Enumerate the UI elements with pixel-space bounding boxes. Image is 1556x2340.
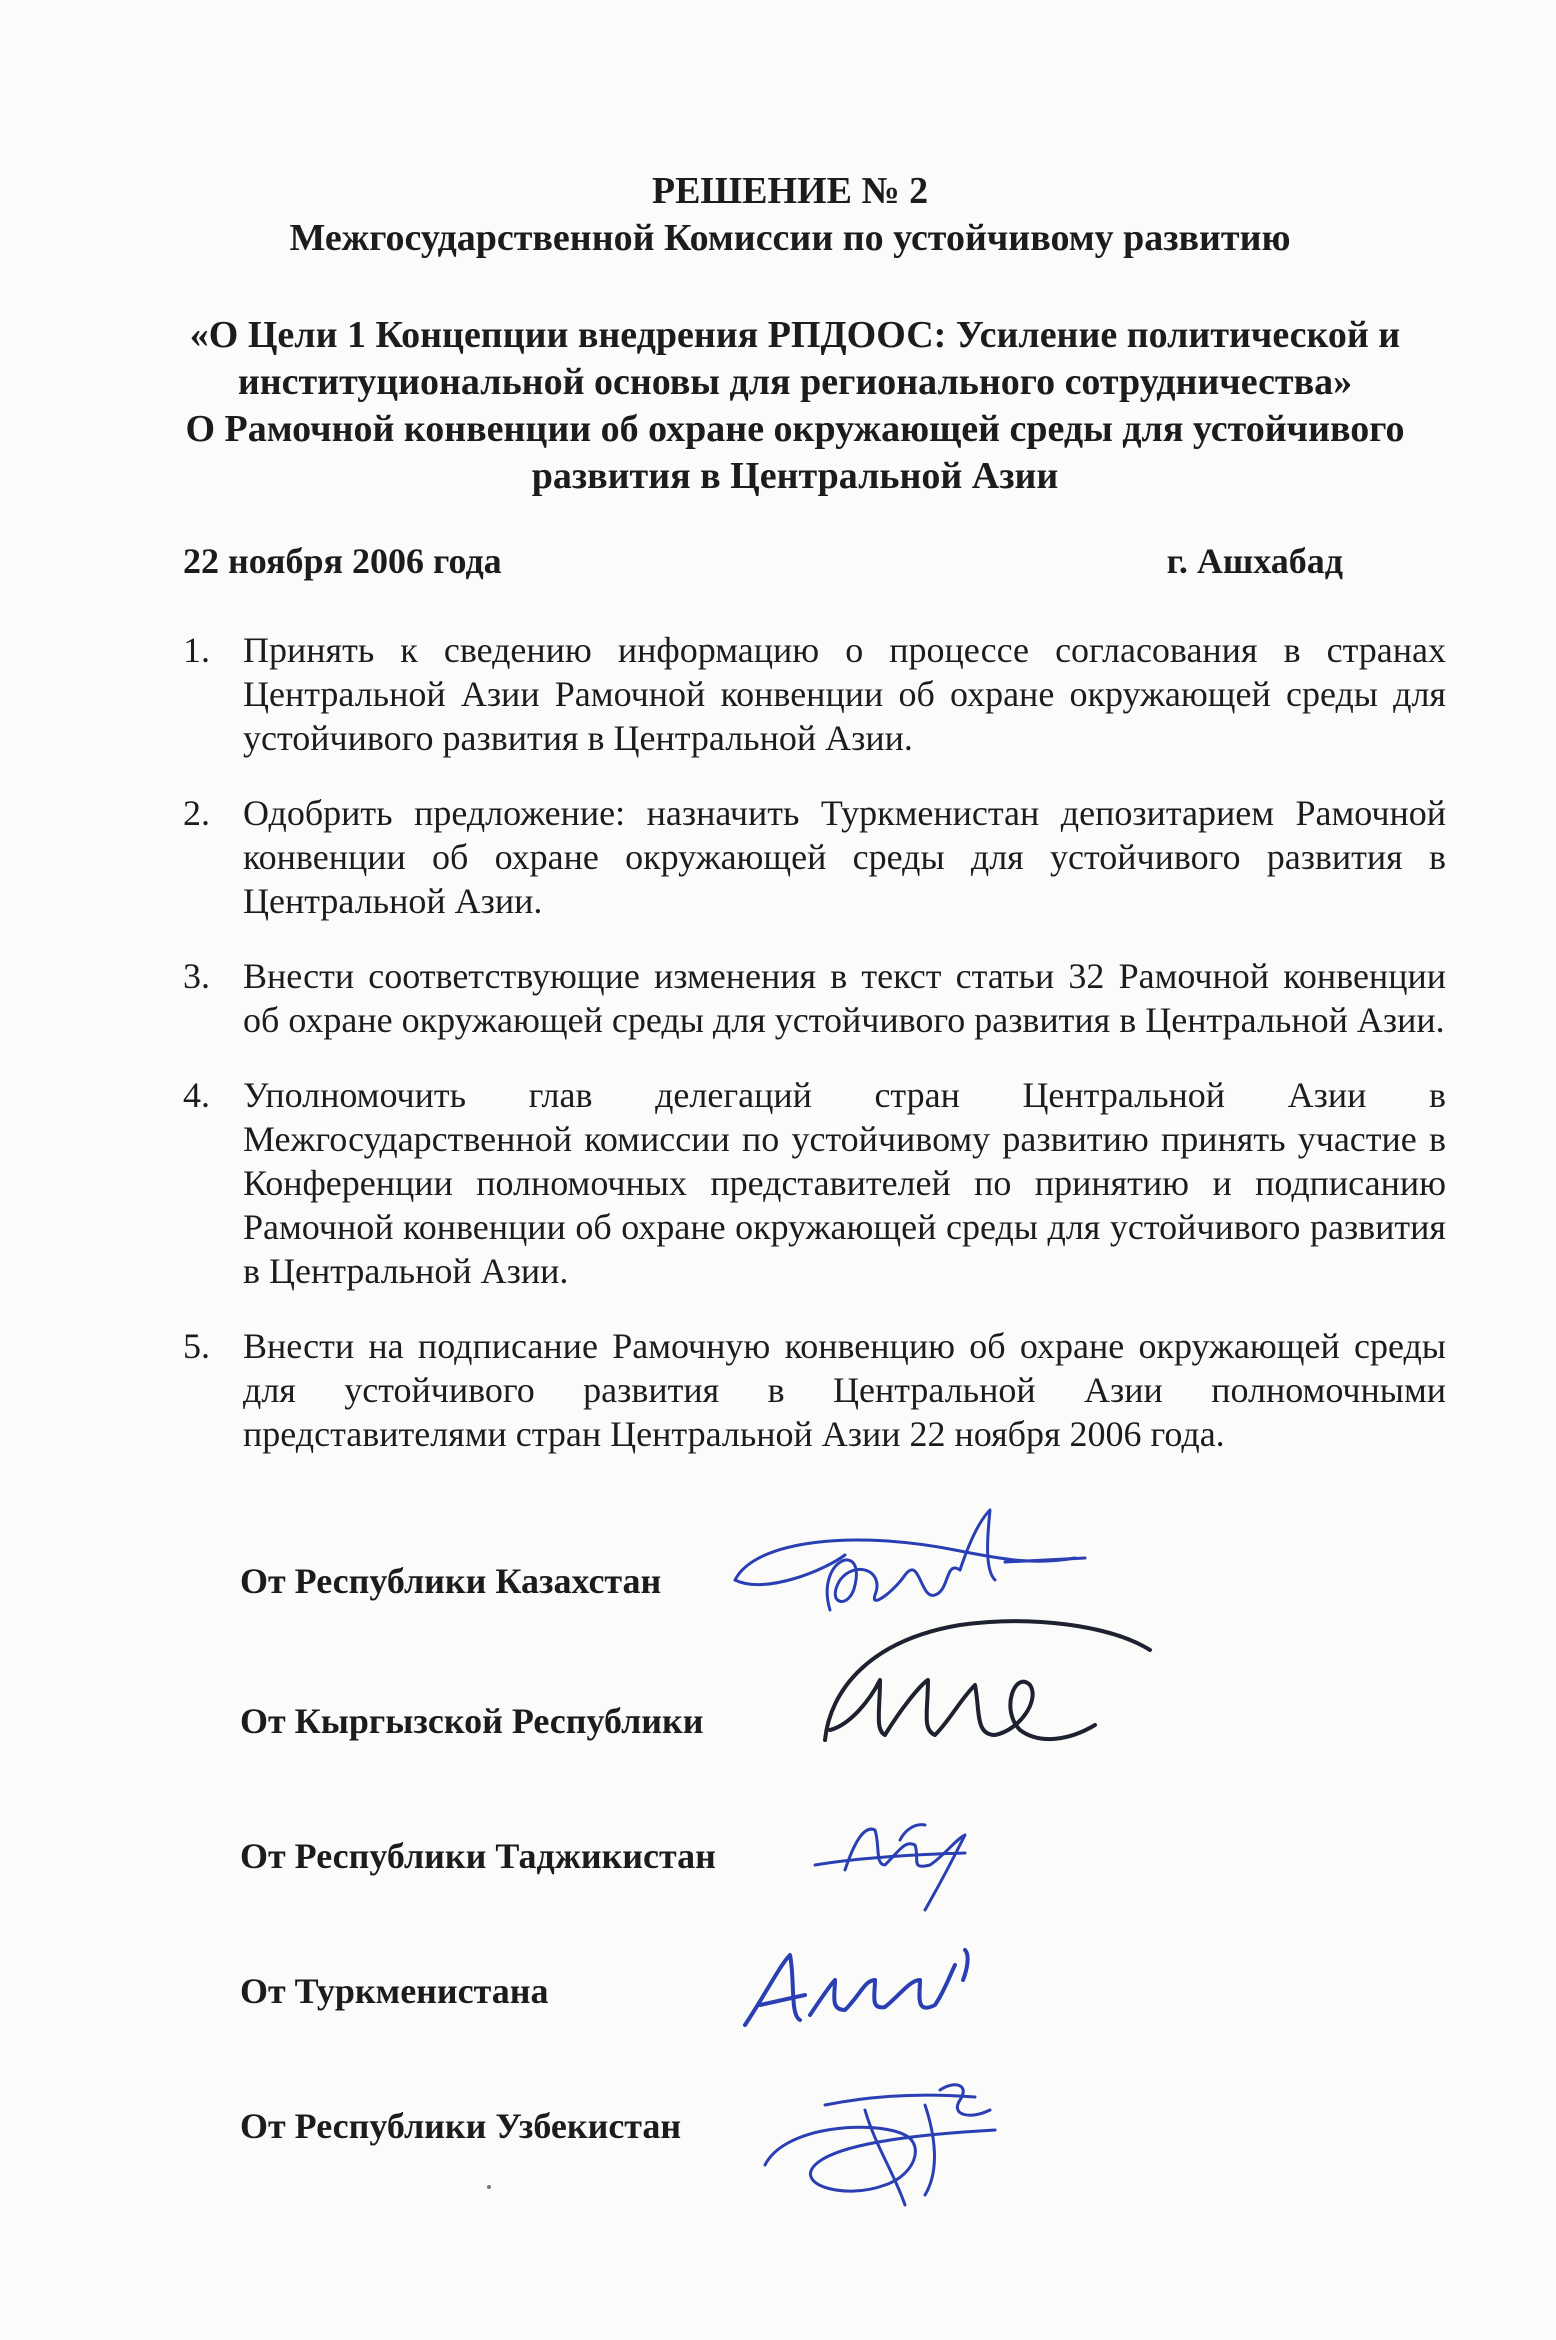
item-number: 3. (183, 956, 210, 996)
signature-uzbekistan (755, 2075, 1035, 2215)
signatory-tajikistan: От Республики Таджикистан (240, 1836, 716, 1876)
decision-item (183, 628, 1446, 760)
signatory-turkmenistan: От Туркменистана (240, 1971, 549, 2011)
signature-turkmenistan (735, 1935, 995, 2045)
item-text: Внести на подписание Рамочную конвенцию об охране окружающей среды для устойчивого развития в Центральной Азии полномочными представителями стран Центральной Азии 22 ноября 2006 года. (243, 1326, 1446, 1454)
item-text: Принять к сведению информацию о процессе согласования в странах Центральной Азии Рамочной конвенции об охране окружающей среды для устойчивого развития в Центральной Азии. (243, 630, 1446, 758)
topic-line: институциональной основы для регионального сотрудничества» (237, 361, 1353, 403)
signatory-kazakhstan: От Республики Казахстан (240, 1561, 662, 1601)
item-number: 4. (183, 1075, 210, 1115)
decision-item (183, 954, 1446, 1042)
decision-date: 22 ноября 2006 года (183, 541, 502, 581)
item-number: 1. (183, 630, 210, 670)
decision-city: г. Ашхабад (1166, 541, 1343, 581)
decision-topic (150, 312, 1440, 500)
signatory-uzbekistan: От Республики Узбекистан (240, 2106, 682, 2146)
decision-item (183, 1324, 1446, 1456)
topic-line: «О Цели 1 Концепции внедрения РПДООС: Усиление политической и (189, 314, 1401, 356)
signatory-kyrgyzstan: От Кыргызской Республики (240, 1701, 704, 1741)
decision-item (183, 1073, 1446, 1293)
signature-kyrgyzstan (810, 1610, 1170, 1760)
item-text: Внести соответствующие изменения в текст статьи 32 Рамочной конвенции об охране окружающей среды для устойчивого развития в Центральной Азии. (243, 956, 1446, 1040)
item-number: 5. (183, 1326, 210, 1366)
item-number: 2. (183, 793, 210, 833)
topic-line: развития в Центральной Азии (531, 455, 1059, 497)
scan-speck (487, 2185, 491, 2189)
document-header (150, 168, 1430, 262)
signature-tajikistan (805, 1815, 995, 1925)
topic-line: О Рамочной конвенции об охране окружающей среды для устойчивого (185, 408, 1405, 450)
item-text: Уполномочить глав делегаций стран Центральной Азии в Межгосударственной комиссии по устойчивому развитию принять участие в Конференции полномочных представителей по принятию и подписанию Рамочной конвенции об охране окружающей среды для устойчивого развития в Центральной Азии. (243, 1075, 1446, 1291)
decision-item (183, 791, 1446, 923)
document-subtitle: Межгосударственной Комиссии по устойчивому развитию (289, 217, 1291, 259)
document-title: РЕШЕНИЕ № 2 (651, 170, 929, 212)
decision-list (183, 628, 1446, 1487)
item-text: Одобрить предложение: назначить Туркменистан депозитарием Рамочной конвенции об охране окружающей среды для устойчивого развития в Центральной Азии. (243, 793, 1446, 921)
